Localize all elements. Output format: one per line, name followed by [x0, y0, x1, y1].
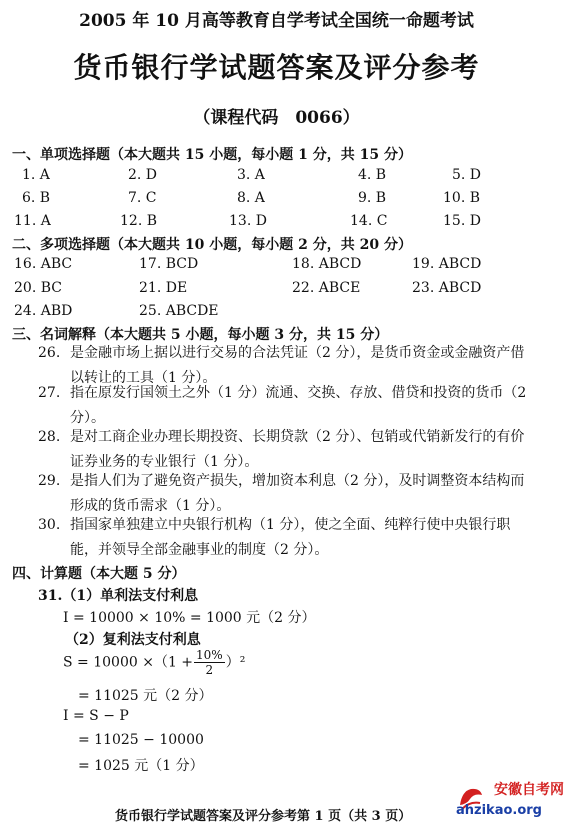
answer-item: 5. D: [452, 167, 482, 183]
section-single-choice-heading: 一、单项选择题（本大题共 15 小题，每小题 1 分，共 15 分）: [12, 147, 412, 163]
answer-item: 9. B: [358, 190, 387, 206]
rate-fraction: [194, 648, 225, 677]
document-title: 货币银行学试题答案及评分参考: [73, 51, 480, 84]
q31-simple-interest-label: 31.（1）单利法支付利息: [38, 588, 199, 604]
course-code: （课程代码 0066）: [193, 108, 360, 128]
compound-interest-label: （2）复利法支付利息: [65, 632, 201, 648]
question-answer-text: 指国家单独建立中央银行机构（1 分），使之全面、纯粹行使中央银行职能，并领导全部金融事业的制度（2 分）。: [70, 517, 511, 558]
question-answer-text: 是指人们为了避免资产损失，增加资本利息（2 分），及时调整资本结构而形成的货币需求（1 分）。: [70, 473, 525, 514]
answer-item: 12. B: [120, 213, 158, 229]
answer-item: 20. BC: [14, 280, 62, 296]
fraction-denominator: 2: [205, 663, 214, 677]
fraction-numerator: 10%: [196, 648, 223, 662]
compound-result: = 11025 元（2 分）: [78, 688, 213, 704]
answer-item: 2. D: [128, 167, 158, 183]
answer-item: 25. ABCDE: [139, 303, 219, 319]
answer-item: 15. D: [443, 213, 481, 229]
question-number: 28.: [38, 429, 61, 445]
interest-equation: I = S − P: [63, 708, 129, 724]
explanation-item: [38, 425, 543, 475]
page-footer: 货币银行学试题答案及评分参考第 1 页（共 3 页）: [115, 809, 412, 824]
question-answer-text: 是对工商企业办理长期投资、长期贷款（2 分）、包销或代销新发行的有价证券业务的专业银行（1 分）。: [70, 429, 525, 470]
answer-item: 11. A: [14, 213, 51, 229]
answer-item: 16. ABC: [14, 256, 73, 272]
answer-item: 24. ABD: [14, 303, 73, 319]
section-multiple-choice-heading: 二、多项选择题（本大题共 10 小题，每小题 2 分，共 20 分）: [12, 237, 412, 253]
watermark-cn: 安徽自考网: [494, 782, 564, 798]
answer-item: 6. B: [22, 190, 51, 206]
explanation-item: [38, 513, 543, 563]
explanation-item: [38, 381, 543, 431]
answer-item: 22. ABCE: [292, 280, 361, 296]
answer-item: 10. B: [443, 190, 481, 206]
interest-step: = 11025 − 10000: [78, 732, 204, 748]
answer-item: 17. BCD: [139, 256, 199, 272]
answer-item: 3. A: [237, 167, 265, 183]
question-number: 27.: [38, 385, 61, 401]
interest-result: = 1025 元（1 分）: [78, 758, 204, 774]
exam-header-line: 2005 年 10 月高等教育自学考试全国统一命题考试: [79, 11, 474, 31]
site-watermark: [456, 777, 564, 822]
answer-item: 4. B: [358, 167, 387, 183]
answer-item: 21. DE: [139, 280, 188, 296]
question-number: 30.: [38, 517, 61, 533]
compound-formula: [63, 648, 245, 677]
answer-item: 13. D: [229, 213, 267, 229]
section-term-explanation-heading: 三、名词解释（本大题共 5 小题，每小题 3 分，共 15 分）: [12, 327, 389, 343]
simple-interest-formula: I = 10000 × 10% = 1000 元（2 分）: [63, 610, 316, 626]
question-answer-text: 是金融市场上据以进行交易的合法凭证（2 分），是货币资金或金融资产借以转让的工具（1 分）。: [70, 345, 525, 386]
question-number: 29.: [38, 473, 61, 489]
explanation-item: [38, 469, 543, 519]
answer-item: 1. A: [22, 167, 50, 183]
question-number: 26.: [38, 345, 61, 361]
answer-item: 7. C: [128, 190, 157, 206]
compound-formula-suffix: ）²: [225, 654, 246, 671]
answer-item: 19. ABCD: [412, 256, 482, 272]
section-calculation-heading: 四、计算题（本大题 5 分）: [12, 566, 186, 582]
answer-item: 8. A: [237, 190, 265, 206]
answer-item: 23. ABCD: [412, 280, 482, 296]
answer-item: 14. C: [350, 213, 388, 229]
watermark-en: ahzikao.org: [456, 803, 542, 818]
compound-formula-prefix: S = 10000 ×（1 +: [63, 654, 194, 671]
question-answer-text: 指在原发行国领土之外（1 分）流通、交换、存放、借贷和投资的货币（2 分）。: [70, 385, 527, 426]
answer-item: 18. ABCD: [292, 256, 362, 272]
